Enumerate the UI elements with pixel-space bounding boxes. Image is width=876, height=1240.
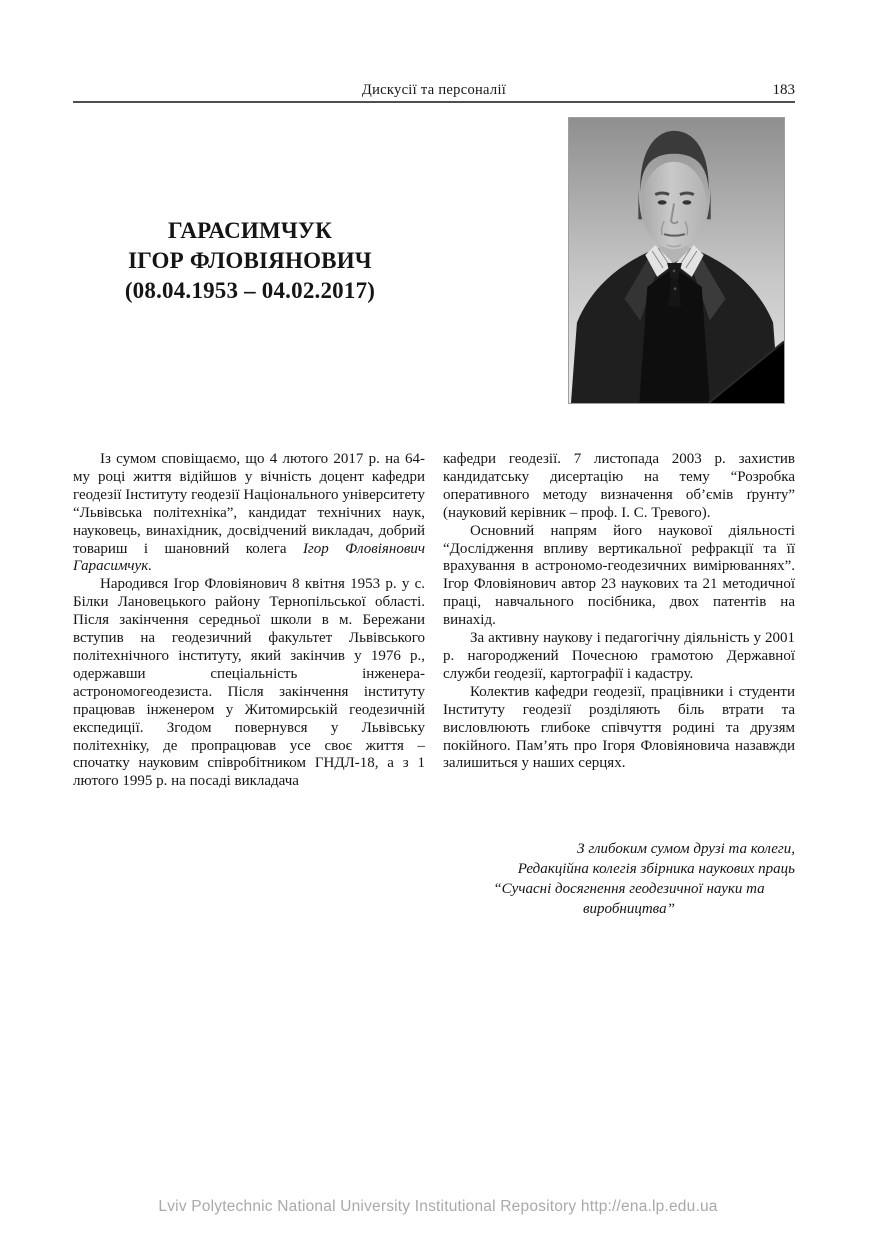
signature-line-1: З глибоким сумом друзі та колеги, [577,841,795,857]
obituary-title-surname: ГАРАСИМЧУК [168,218,332,243]
signature-journal-name: “Сучасні досягнення геодезичної науки та виробництва” [493,881,765,917]
paragraph-award: За активну наукову і педагогічну діяльність у 2001 р. нагороджений Почесною грамотою Державної служби геодезії, картографії і кадастру. [443,630,795,682]
obituary-title-given-names: ІГОР ФЛОВІЯНОВИЧ [128,248,372,273]
running-head-section-title: Дискусії та персоналії [361,82,507,98]
obituary-title-dates: (08.04.1953 – 04.02.2017) [124,278,376,303]
paragraph-dissertation: кафедри геодезії. 7 листопада 2003 р. захистив кандидатську дисертацію на тему “Розробка оперативного методу визначення об’ємів ґрунту” (науковий керівник – проф. І. С. Тревого). [443,451,795,521]
portrait-photo-graphic [569,118,784,403]
paragraph-biography: Народився Ігор Фловіянович 8 квітня 1953 р. у с. Білки Лановецького району Тернопільської області. Після закінчення середньої школи в м. Бережани вступив на геодезичний факультет Львівського політехнічного інституту, який закінчив у 1976 р., одержавши спеціальність інженера-астрономогеодезиста. Після закінчення інституту працював інженером у Житомирській геодезичній експедиції. Згодом повернувся у Львівську політехніку, де пропрацював усе своє життя – спочатку науковим співробітником ГНДЛ-18, а з 1 лютого 1995 р. на посаді викладача [73,576,425,790]
paragraph-research: Основний напрям його наукової діяльності “Дослідження впливу вертикальної рефракції та її врахування в астрономо-геодезичних вимірюваннях”. Ігор Фловіянович автор 23 наукових та 21 методичної праці, навчального посібника, двох патентів на винахід. [443,522,795,629]
signature-block [463,839,795,919]
paragraph-announcement [73,451,425,576]
portrait-photo [568,117,785,404]
right-column [443,451,795,791]
paragraph-announcement-text: Із сумом сповіщаємо, що 4 лютого 2017 р. на 64-му році життя відійшов у вічність доцент кафедри геодезії Інституту геодезії Національного університету “Львівська політехніка”, кандидат технічних наук, науковець, винахідник, досвідчений викладач, добрий товариш і шановний колега [73,451,425,557]
paragraph-condolences: Колектив кафедри геодезії, працівники і студенти Інституту геодезії розділяють біль втрати та висловлюють глибоке співчуття родині та друзям покійного. Пам’ять про Ігоря Фловіяновича назавжди залишиться у наших серцях. [443,683,795,772]
page-number: 183 [772,82,795,98]
left-column [73,451,425,791]
signature-line-2: Редакційна колегія збірника наукових праць [517,861,795,877]
header-rule [73,101,795,103]
deceased-name-italic: Ігор Фловіянович Гарасимчук. [73,540,426,575]
repository-footer: Lviv Polytechnic National University Institutional Repository http://ena.lp.edu.ua [158,1198,718,1215]
obituary-body [73,451,795,791]
obituary-title [85,216,415,306]
